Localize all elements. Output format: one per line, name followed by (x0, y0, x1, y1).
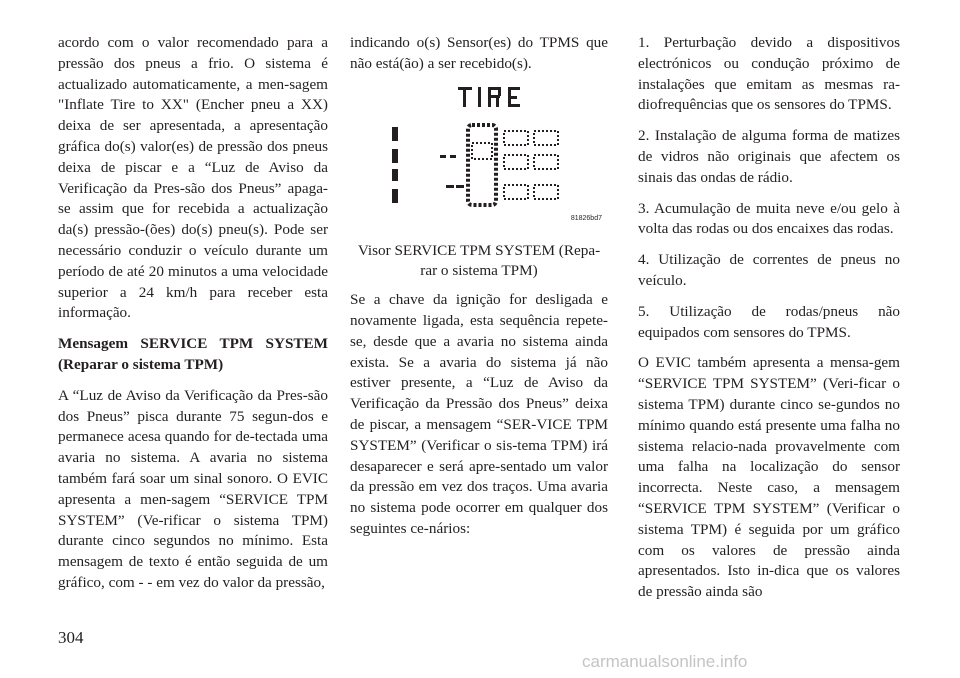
column-middle (350, 33, 608, 550)
column-left (58, 33, 328, 604)
tpms-lcd-graphic (380, 85, 570, 215)
tpms-display-figure (350, 85, 608, 235)
column-right (638, 33, 900, 613)
figure-code: 81826bd7 (570, 214, 602, 222)
page-number: 304 (58, 628, 84, 647)
paragraph: acordo com o valor recomendado para a pressão dos pneus a frio. O sistema é actualizado automaticamente, a men-sagem "Inflate Tire to XX" (Encher pneu a XX) deixa de ser apresentada, a apresentação gráfica do(s) valor(es) de pressão dos pneus deixa de piscar e a “Luz de Aviso da Verificação da Pres-são dos Pneus” apaga-se assim que for recebida a actualização da(s) pressão-(ões) do(s) pneu(s). Pode ser necessário conduzir o veículo durante um período de até 20 minutos a uma velocidade superior a 24 km/h para receber esta informação. (58, 34, 328, 322)
paragraph: O EVIC também apresenta a mensa-gem “SERVICE TPM SYSTEM” (Veri-ficar o sistema TPM) durante cinco se-gundos no mínimo quando está presente uma falha no sistema relacio-nada provavelmente com uma falha na localização do sensor incorrecta. Neste caso, a mensagem “SERVICE TPM SYSTEM” (Verificar o sistema TPM) é seguida por um gráfico com os valores de pressão ainda apresentados. Isto in-dica que os valores de pressão ainda são (638, 354, 900, 601)
paragraph: A “Luz de Aviso da Verificação da Pres-são dos Pneus” pisca durante 75 segun-dos e permanece acesa quando for de-tectada uma avaria no sistema. A avaria no sistema também fará soar um sinal sonoro. O EVIC apresenta a men-sagem “SERVICE TPM SYSTEM” (Ve-rificar o sistema TPM) durante cinco segundos no mínimo. Esta mensagem de texto é então seguida de um gráfico, com - - em vez do valor da pressão, (58, 386, 328, 591)
figure-caption: Visor SERVICE TPM SYSTEM (Repa-rar o sistema TPM) (357, 241, 601, 280)
list-item: 4. Utilização de correntes de pneus no veículo. (638, 251, 900, 289)
list-item: 5. Utilização de rodas/pneus não equipados com sensores do TPMS. (638, 302, 900, 341)
paragraph: Se a chave da ignição for desligada e novamente ligada, esta sequência repete-se, desde que a avaria no sistema ainda exista. Se a avaria do sistema já não estiver presente, a “Luz de Aviso da Verificação da Pressão dos Pneus” deixa de piscar, a mensagem “SER-VICE TPM SYSTEM” (Verificar o sis-tema TPM) irá desaparecer e será apre-sentado um valor da pressão em vez dos traços. Uma avaria no sistema pode ocorrer em qualquer dos seguintes ce-nários: (350, 291, 608, 537)
paragraph: indicando o(s) Sensor(es) do TPMS que não está(ão) a ser recebido(s). (350, 34, 608, 72)
list-item: 2. Instalação de alguma forma de matizes de vidros não originais que afectem os sinais das ondas de rádio. (638, 127, 900, 186)
section-heading: Mensagem SERVICE TPM SYSTEM (Reparar o sistema TPM) (58, 335, 328, 373)
list-item: 1. Perturbação devido a dispositivos electrónicos ou condução próximo de instalações que emitam as mesmas ra-diofrequências que os sensores do TPMS. (638, 34, 900, 114)
watermark: carmanualsonline.info (582, 652, 748, 671)
list-item: 3. Acumulação de muita neve e/ou gelo à volta das rodas ou dos encaixes das rodas. (638, 199, 900, 238)
